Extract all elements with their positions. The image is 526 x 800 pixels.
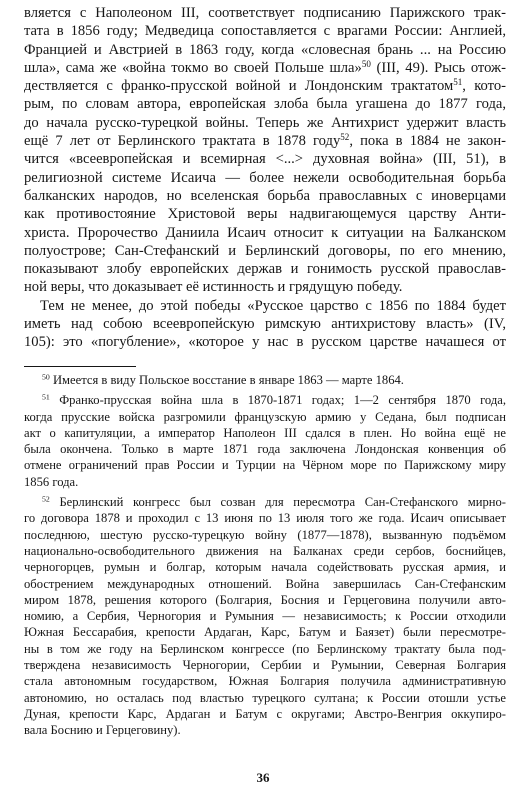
- footnote-52: [24, 494, 506, 738]
- text-line: [24, 77, 506, 95]
- footnote-line: вала Боснию и Герцеговину).: [24, 723, 181, 738]
- footnote-line: номию, а Сербия, Черногория и Румыния — независимость; к России отходили: [24, 609, 506, 624]
- text-line: до начала русско-турецкой войны. Теперь же Антихрист удержит власть: [24, 114, 506, 131]
- text-line: полуострове; Сан-Стефанский и Берлинский договоры, по его мнению,: [24, 242, 506, 259]
- footnote-line: обострением международных отношений. Война завершилась Сан-Стефанским: [24, 576, 506, 591]
- text-line: показывают злобу европейских держав и гонимость русской православ-: [24, 261, 506, 278]
- footnote-line: когда прусские войска разгромили французскую армию у Седана, был подписан: [24, 409, 506, 424]
- text-line: религиозной системе Исаича — более нежели освободительная борьба: [24, 169, 506, 186]
- text-segment: Имеется в виду Польское восстание в январе 1863 — марте 1864.: [52, 373, 404, 387]
- footnote-line: [24, 372, 506, 388]
- text-segment: Берлинский конгресс был созван для пересмотра Сан-Стефанского мирно-: [59, 495, 506, 510]
- text-line: тата в 1856 году; Медведица сопоставляется с врагами России: Англией,: [24, 23, 506, 40]
- text-segment: , кото-: [462, 78, 506, 95]
- footnotes: [24, 372, 506, 743]
- footnote-ref-52[interactable]: 52: [340, 132, 350, 143]
- text-line: [24, 59, 506, 77]
- paragraph: [24, 4, 506, 297]
- footnote-line: акт о капитуляции, а император Наполеон III сдался в плен. Но война ещё не: [24, 425, 506, 440]
- footnote-line: го договора 1878 и проходил с 13 июня по 13 июля того же года. Исаич описывает: [24, 511, 506, 526]
- footnote-ref-51[interactable]: 51: [453, 77, 463, 88]
- footnote-number: 51: [42, 393, 50, 403]
- footnote-50: [24, 372, 506, 388]
- footnote-line: [24, 494, 506, 510]
- footnote-line: миром 1878, решения которого (Болгария, Босния и Герцеговина получили авто-: [24, 592, 506, 607]
- text-segment: шла», сама же «война токмо во своей Польше шла»: [24, 59, 362, 76]
- footnote-line: тверждена независимость Черногории, Сербии и Румынии, Северная Болгария: [24, 658, 506, 673]
- footnote-line: черногорцев, румын и болгар, которым начала содействовать русская армия, и: [24, 560, 506, 575]
- text-segment: (III, 49). Рысь отож-: [370, 59, 506, 76]
- text-line: [24, 132, 506, 150]
- footnote-line: Южная Бессарабия, крепости Ардаган, Карс, Батум и Баязет) были пересмотре-: [24, 625, 506, 640]
- footnote-line: ны в том же году на Берлинском конгрессе (по Берлинскому трактату была под-: [24, 641, 506, 656]
- paragraph: [24, 297, 506, 352]
- footnote-line: последнюю, шестую русско-турецкую войну (1877—1878), вызванную подъёмом: [24, 527, 506, 542]
- footnote-line: стала автономным государством, Южная Болгария получила административную: [24, 674, 506, 689]
- text-segment: ещё 7 лет от Берлинского трактата в 1878 году: [24, 133, 341, 150]
- footnote-number: 50: [42, 372, 50, 382]
- page-number: 36: [256, 770, 270, 785]
- text-line: 105): это «погубление», «которое у нас в русском царстве начашеся от: [24, 334, 506, 351]
- text-line: иметь над собою всеевропейскую римскую антихристову власть» (IV,: [24, 316, 506, 333]
- main-text: [24, 4, 506, 352]
- text-segment: Франко-прусская война шла в 1870-1871 годах; 1—2 сентября 1870 года,: [59, 393, 507, 408]
- text-line: балканских народов, но вселенская борьба православных с иноверцами: [24, 187, 506, 204]
- footnote-line: была окончена. Только в марте 1871 года заключена Лондонская конвенция об: [24, 442, 506, 457]
- text-line: вляется с Наполеоном III, соответствует подписанию Парижского трак-: [24, 5, 506, 21]
- text-line: христа. Пророчество Даниила Исаич относит к ситуации на Балканском: [24, 224, 506, 241]
- text-line: Францией и Австрией в 1863 году, когда «словесная брань ... на Россию: [24, 41, 506, 58]
- footnote-line: отмене ограничений прав России и Турции на Чёрном море по Парижскому миру: [24, 458, 506, 473]
- footnote-number: 52: [42, 494, 50, 504]
- footnote-line: [24, 392, 506, 408]
- footnote-line: 1856 года.: [24, 474, 79, 489]
- text-line: рым, по словам автора, европейская злоба была угашена до 1877 года,: [24, 96, 506, 113]
- footnote-line: Дуная, крепости Карс, Ардаган и Батум с округами; Австро-Венгрия оккупиро-: [24, 706, 506, 721]
- footnote-line: автономию, но осталась под властью турецкого султана; к России отошли устье: [24, 690, 506, 705]
- text-line: как противостояние Христовой веры надвигающемуся царству Анти-: [24, 206, 506, 223]
- footnote-separator: [24, 366, 136, 367]
- footnote-ref-50[interactable]: 50: [361, 58, 371, 69]
- text-segment: , пока в 1884 не закон-: [349, 133, 506, 150]
- text-line: ной веры, что доказывает её истинность и грядущую победу.: [24, 279, 403, 296]
- text-line: Тем не менее, до этой победы «Русское царство с 1856 по 1884 будет: [40, 297, 506, 314]
- footnote-line: национально-освободительного движения на Балканах среди сербов, боснийцев,: [24, 543, 506, 558]
- text-segment: дествляется с франко-прусской войной и Лондонским трактатом: [24, 78, 454, 95]
- footnote-51: [24, 392, 506, 490]
- text-line: чится «всеевропейская и всемирная <...> духовная война» (III, 51), в: [24, 151, 506, 168]
